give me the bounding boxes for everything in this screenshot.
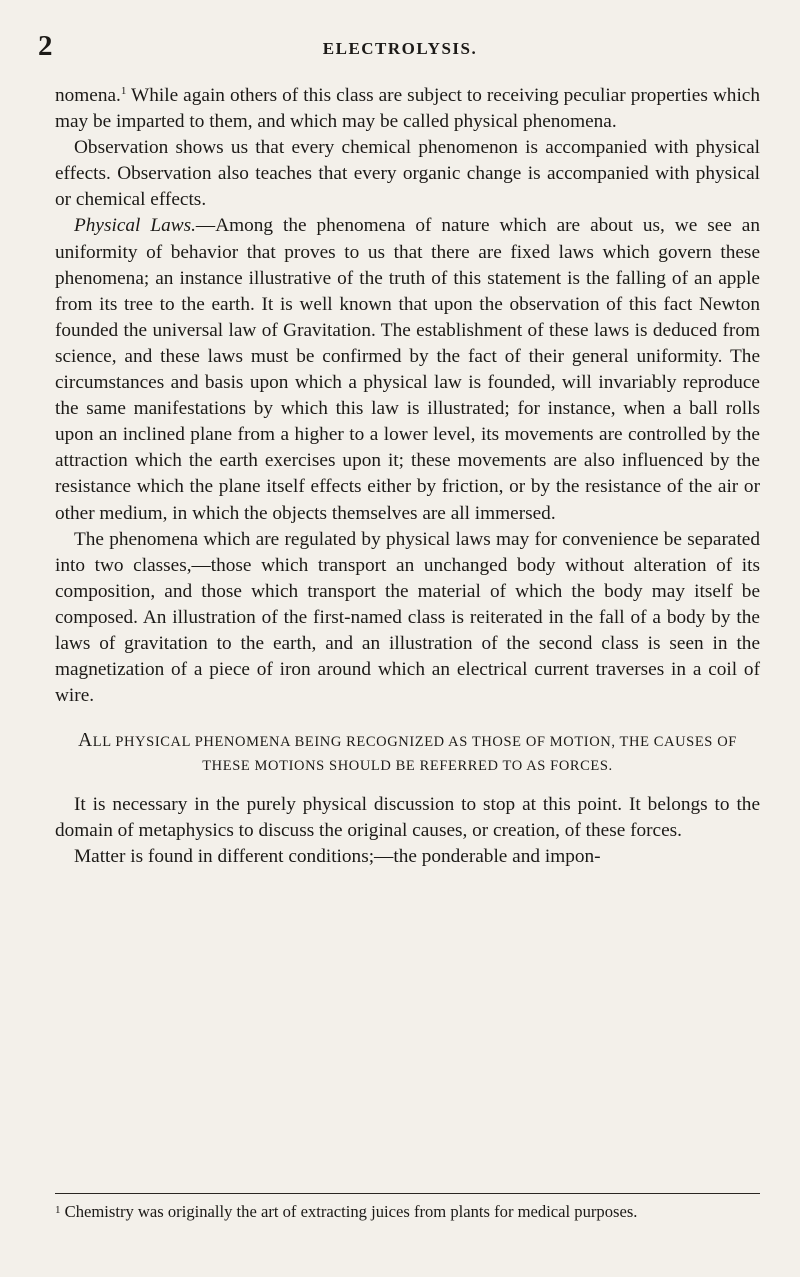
- page-header: [0, 30, 800, 66]
- body-text: [55, 78, 760, 871]
- paragraph: The phenomena which are regulated by physical laws may for convenience be separated into two classes,—those which transport an unchanged body without alteration of its composition, and those which transport the material of which the body may itself be composed. An illustration of the first-named class is reiterated in the fall of a body by the laws of gravitation to the earth, and an illustration of the second class is seen in the magnetization of a piece of iron around which an electrical current traverses in a coil of wire.: [55, 528, 760, 707]
- footnote-reference: 1: [120, 85, 127, 97]
- paragraph: Matter is found in different conditions;—the ponderable and impon-: [74, 846, 601, 868]
- section-heading: ALL PHYSICAL PHENOMENA BEING RECOGNIZED AS THOSE OF MOTION, THE CAUSES OF THESE MOTIONS SHOULD BE REFERRED TO AS FORCES.: [78, 730, 737, 775]
- footnote: [55, 1200, 760, 1222]
- paragraph-continued: nomena.$^1$ While again others of this class are subject to receiving peculiar properties which may be imparted to them, and which may be called physical phenomena.: [55, 85, 760, 133]
- page-number: 2: [38, 30, 53, 62]
- footnote-mark: 1: [55, 1204, 61, 1216]
- paragraph: Observation shows us that every chemical phenomenon is accompanied with physical effects. Observation also teaches that every organic change is accompanied with physical or chemical effects.: [55, 137, 760, 211]
- running-title: ELECTROLYSIS.: [322, 39, 478, 58]
- footnote-text: Chemistry was originally the art of extracting juices from plants for medical purposes.: [60, 1202, 638, 1221]
- section-run-in-title: Physical Laws.: [74, 215, 196, 237]
- paragraph: It is necessary in the purely physical discussion to stop at this point. It belongs to the domain of metaphysics to discuss the original causes, or creation, of these forces.: [55, 794, 760, 842]
- paragraph-physical-laws: Physical Laws.—Among the phenomena of nature which are about us, we see an uniformity of behavior that proves to us that there are fixed laws which govern these phenomena; an instance illustrative of the truth of this statement is the falling of an apple from its tree to the earth. It is well known that upon the observation of this fact Newton founded the universal law of Gravitation. The establishment of these laws is deduced from science, and these laws must be confirmed by the fact of their general uniformity. The circumstances and basis upon which a physical law is founded, will invariably reproduce the same manifestations by which this law is illustrated; for instance, when a ball rolls upon an inclined plane from a higher to a lower level, its movements are controlled by the attraction which the earth exercises upon it; these movements are also influenced by the resistance which the plane itself effects either by friction, or by the resistance of the air or other medium, in which the objects themselves are all immersed.: [55, 215, 760, 524]
- footnote-divider: [55, 1193, 760, 1194]
